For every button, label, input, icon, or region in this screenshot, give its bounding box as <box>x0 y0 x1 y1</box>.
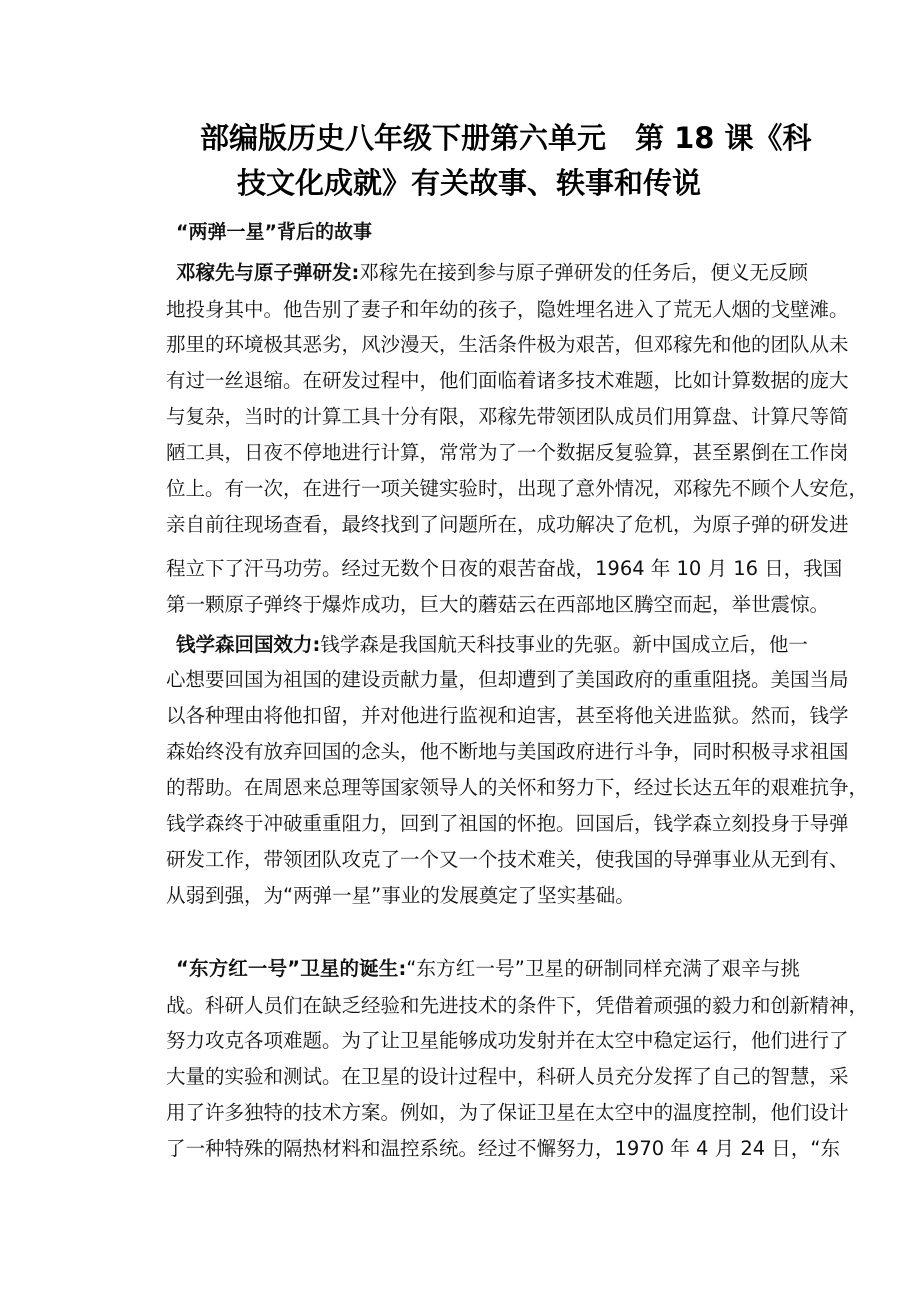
text-line: 战。科研人员们在缺乏经验和先进技术的条件下，凭借着顽强的毅力和创新精神， <box>166 994 869 1017</box>
text-line <box>176 631 808 659</box>
text-line: 努力攻克各项难题。为了让卫星能够成功发射并在太空中稳定运行，他们进行了 <box>166 1029 849 1052</box>
text-line: 心想要回国为祖国的建设贡献力量，但却遭到了美国政府的重重阻挠。美国当局 <box>166 668 849 691</box>
text-line: 第一颗原子弹终于爆炸成功，巨大的蘑菇云在西部地区腾空而起，举世震惊。 <box>166 593 830 616</box>
text-line: 程立下了汗马功劳。经过无数个日夜的艰苦奋战，1964 年 10 月 16 日，我国 <box>166 557 843 580</box>
text-line <box>176 955 800 983</box>
text-line: 从弱到强，为“两弹一星”事业的发展奠定了坚实基础。 <box>166 884 635 907</box>
paragraph-lead: “东方红一号”卫星的诞生: <box>176 957 407 980</box>
text-line-content: 钱学森是我国航天科技事业的先驱。新中国成立后，他一 <box>320 633 808 656</box>
text-line: 位上。有一次，在进行一项关键实验时，出现了意外情况，邓稼先不顾个人安危， <box>166 477 869 500</box>
text-line: 亲自前往现场查看，最终找到了问题所在，成功解决了危机，为原子弹的研发进 <box>166 513 849 536</box>
paragraph-lead: 邓稼先与原子弹研发: <box>176 261 360 284</box>
text-line: 钱学森终于冲破重重阻力，回到了祖国的怀抱。回国后，钱学森立刻投身于导弹 <box>166 812 849 835</box>
text-line: 大量的实验和测试。在卫星的设计过程中，科研人员充分发挥了自己的智慧，采 <box>166 1065 849 1088</box>
text-line: 有过一丝退缩。在研发过程中，他们面临着诸多技术难题，比如计算数据的庞大 <box>166 369 849 392</box>
text-line: 地投身其中。他告别了妻子和年幼的孩子，隐姓埋名进入了荒无人烟的戈壁滩。 <box>166 298 849 321</box>
section-heading: “两弹一星”背后的故事 <box>176 221 372 243</box>
text-line: 的帮助。在周恩来总理等国家领导人的关怀和努力下，经过长达五年的艰难抗争， <box>166 776 869 799</box>
text-line-content: “东方红一号”卫星的研制同样充满了艰辛与挑 <box>406 957 800 980</box>
text-line: 用了许多独特的技术方案。例如，为了保证卫星在太空中的温度控制，他们设计 <box>166 1101 849 1124</box>
text-line <box>176 259 808 287</box>
text-line: 了一种特殊的隔热材料和温控系统。经过不懈努力，1970 年 4 月 24 日，“东 <box>166 1137 840 1160</box>
paragraph-lead: 钱学森回国效力: <box>176 633 321 656</box>
text-line: 森始终没有放弃回国的念头，他不断地与美国政府进行斗争，同时积极寻求祖国 <box>166 740 849 763</box>
text-line: 陋工具，日夜不停地进行计算，常常为了一个数据反复验算，甚至累倒在工作岗 <box>166 441 849 464</box>
text-line-content: 邓稼先在接到参与原子弹研发的任务后，便义无反顾 <box>359 261 808 284</box>
title-line-2: 技文化成就》有关故事、轶事和传说 <box>237 166 702 200</box>
text-line: 那里的环境极其恶劣，风沙漫天，生活条件极为艰苦，但邓稼先和他的团队从未 <box>166 333 849 356</box>
text-line: 以各种理由将他扣留，并对他进行监视和迫害，甚至将他关进监狱。然而，钱学 <box>166 704 849 727</box>
text-line: 与复杂，当时的计算工具十分有限，邓稼先带领团队成员们用算盘、计算尺等简 <box>166 405 849 428</box>
title-line-1: 部编版历史八年级下册第六单元 第 18 课《科 <box>200 121 812 155</box>
text-line: 研发工作，带领团队攻克了一个又一个技术难关，使我国的导弹事业从无到有、 <box>166 848 849 871</box>
